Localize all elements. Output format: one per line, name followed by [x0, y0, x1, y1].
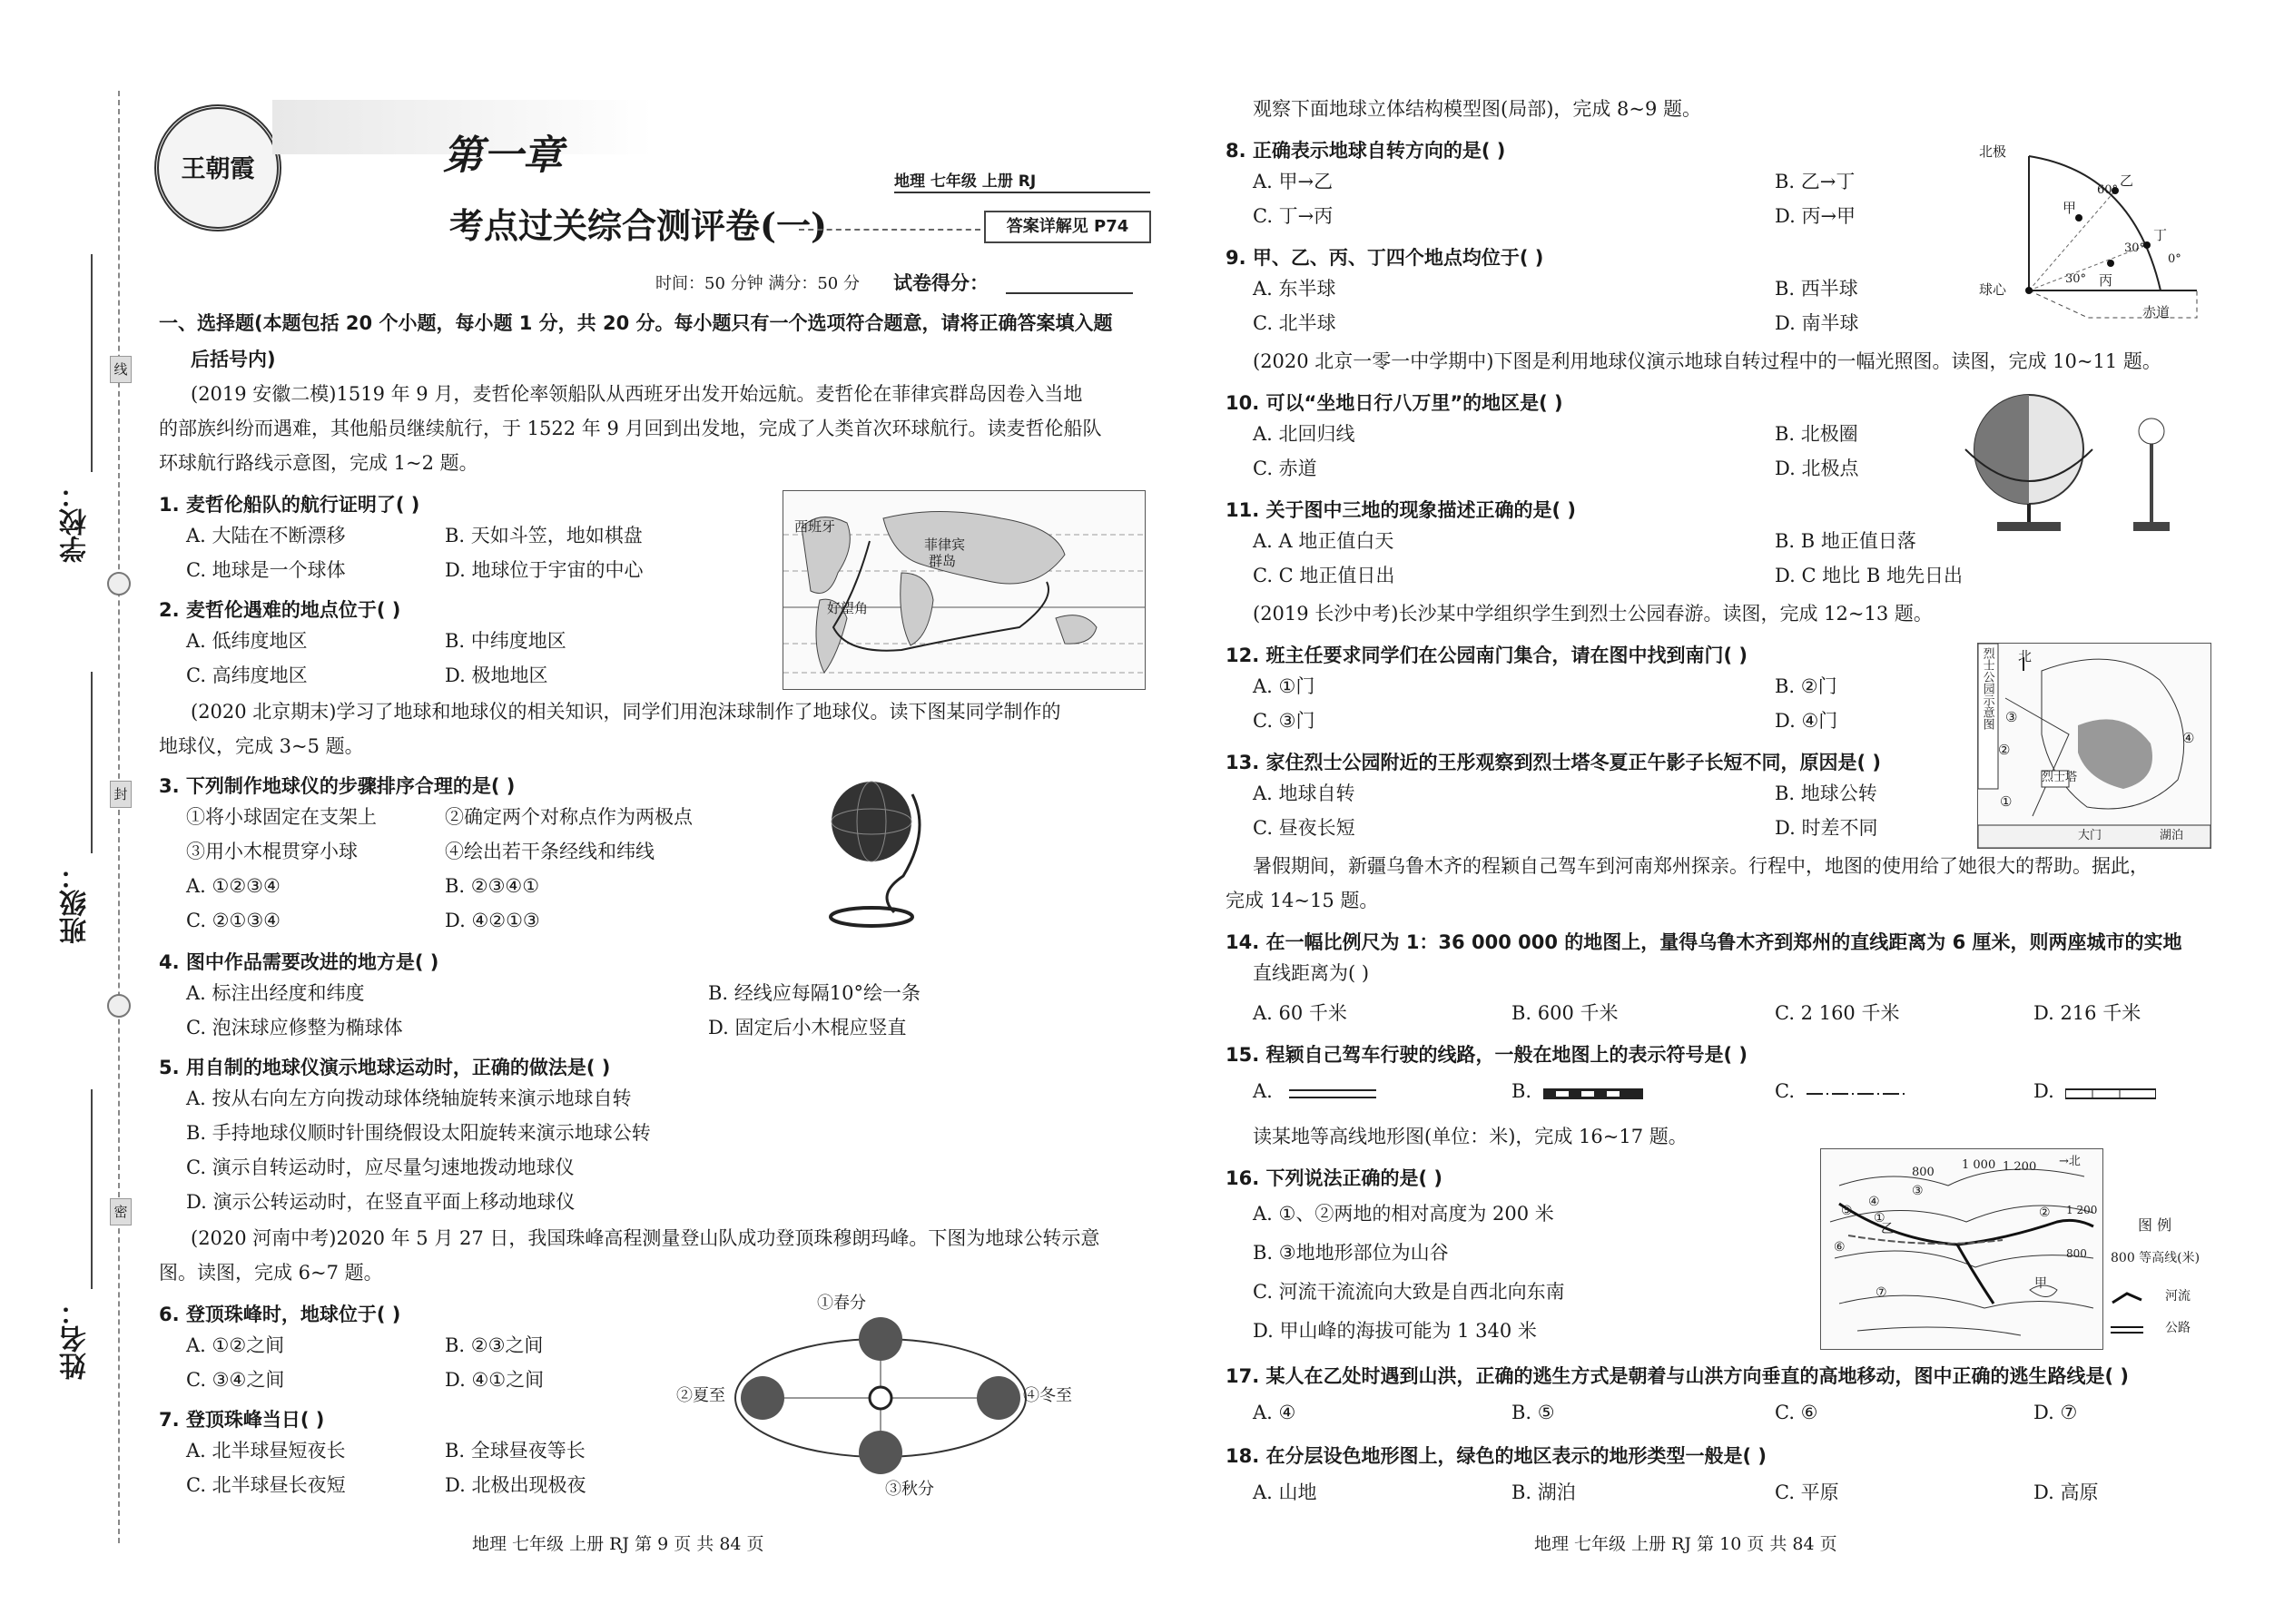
- option: B. 乙→丁: [1775, 171, 1856, 192]
- answer-ref-box: [984, 211, 1151, 243]
- intro-text: (2020 北京一零一中学期中)下图是利用地球仪演示地球自转过程中的一幅光照图。读图，完成 10~11 题。: [1253, 350, 2161, 372]
- option: B. 中纬度地区: [445, 630, 566, 652]
- globe-drawing: [822, 776, 940, 930]
- contour-label: 800: [2066, 1247, 2087, 1260]
- option: C. 北半球昼长夜短: [186, 1474, 346, 1496]
- orbit-drawing: [676, 1294, 1067, 1502]
- orbit-label-summer: ②夏至: [676, 1386, 725, 1405]
- contour-label: 800: [1912, 1166, 1935, 1179]
- option: C. ③门: [1253, 710, 1315, 732]
- option: A. 北半球昼短夜长: [186, 1440, 346, 1462]
- contour-label: 1 200: [2066, 1204, 2098, 1216]
- option: D. 北极出现极夜: [445, 1474, 586, 1496]
- park-gate-2: ②: [1998, 742, 2011, 758]
- question-9: 9. 甲、乙、丙、丁四个地点均位于( ): [1226, 247, 1544, 269]
- question-5: 5. 用自制的地球仪演示地球运动时，正确的做法是( ): [159, 1057, 611, 1078]
- question-3: 3. 下列制作地球仪的步骤排序合理的是( ): [159, 775, 516, 797]
- step: ②确定两个对称点作为两极点: [445, 806, 693, 828]
- question-7: 7. 登顶珠峰当日( ): [159, 1409, 325, 1431]
- binding-dashed-line: [118, 91, 120, 1543]
- intro-text: 暑假期间，新疆乌鲁木齐的程颖自己驾车到河南郑州探亲。行程中，地图的使用给了她很大的帮助。据此，: [1253, 855, 2149, 877]
- intro-text: 观察下面地球立体结构模型图(局部)，完成 8~9 题。: [1253, 98, 1702, 120]
- option: D. ④②①③: [445, 910, 540, 931]
- map-drawing: [783, 491, 1145, 689]
- option: B. 湖泊: [1511, 1481, 1576, 1503]
- park-gate-4: ④: [2182, 730, 2195, 746]
- option: C. 昼夜长短: [1253, 817, 1355, 839]
- park-label-lake: 湖泊: [2160, 829, 2184, 842]
- orbit-label-spring: ①春分: [817, 1294, 866, 1313]
- option: A. 低纬度地区: [186, 630, 308, 652]
- option: B. B 地正值日落: [1775, 530, 1916, 552]
- legend-road: 公路: [2165, 1321, 2191, 1335]
- option: C. 高纬度地区: [186, 664, 308, 686]
- question-18: 18. 在分层设色地形图上，绿色的地区表示的地形类型一般是( ): [1226, 1445, 1767, 1467]
- orbit-label-winter: ④冬至: [1023, 1386, 1072, 1405]
- seal-char-seal: 封: [110, 781, 132, 808]
- score-field-line: [1006, 292, 1133, 294]
- contour-label: 1 000: [1962, 1158, 1996, 1172]
- park-gate-1: ①: [2000, 793, 2013, 810]
- option: B. 西半球: [1775, 278, 1858, 300]
- map-label-philippines: 菲律宾: [924, 536, 966, 553]
- model-label-center: 球心: [1979, 281, 2007, 298]
- option: C. 赤道: [1253, 458, 1317, 479]
- model-label-ding: 丁: [2153, 227, 2168, 243]
- option: D. C 地比 B 地先日出: [1775, 565, 1963, 586]
- orbit-label-autumn: ③秋分: [885, 1480, 934, 1499]
- answer-ref: 答案详解见 P74: [1006, 217, 1129, 236]
- score-label: 试卷得分：: [893, 272, 989, 294]
- illumination-drawing: [1961, 386, 2188, 540]
- option: B. ③地地形部位为山谷: [1253, 1242, 1449, 1264]
- option: C. 北半球: [1253, 312, 1336, 334]
- option: D. 甲山峰的海拔可能为 1 340 米: [1253, 1320, 1537, 1342]
- model-label-north-pole: 北极: [1979, 143, 2007, 160]
- contour-label-yi: 乙: [1881, 1222, 1894, 1236]
- option: A. A 地正值白天: [1253, 530, 1394, 552]
- question-10: 10. 可以“坐地日行八万里”的地区是( ): [1226, 392, 1563, 414]
- model-drawing: [1979, 136, 2215, 331]
- chapter-title: 第一章: [443, 133, 563, 179]
- symbol-road: [2065, 1088, 2156, 1099]
- model-label-0: 0°: [2168, 252, 2181, 266]
- option: C. 演示自转运动时，应尽量匀速地拨动地球仪: [186, 1156, 575, 1178]
- option: A. ①门: [1253, 675, 1315, 697]
- symbol-railway: [1543, 1088, 1643, 1099]
- meta-tag-text: 地理 七年级 上册 RJ: [894, 172, 1037, 191]
- option: B. ②门: [1775, 675, 1837, 697]
- earth-orbit-figure: [676, 1294, 1072, 1502]
- option: C. ③④之间: [186, 1369, 285, 1391]
- option: D. 高原: [2033, 1481, 2099, 1503]
- park-label-north: 北: [2018, 648, 2033, 664]
- option: A. 北回归线: [1253, 423, 1355, 445]
- option: B. 北极圈: [1775, 423, 1858, 445]
- model-label-bing: 丙: [2099, 272, 2113, 289]
- option: B. 600 千米: [1511, 1002, 1619, 1024]
- intro-text: 地球仪，完成 3~5 题。: [159, 735, 364, 757]
- contour-map: [1820, 1148, 2103, 1350]
- logo: [154, 104, 281, 231]
- contour-point: ③: [1912, 1184, 1924, 1198]
- model-label-jia: 甲: [2063, 200, 2077, 216]
- option: A. 标注出经度和纬度: [186, 982, 365, 1004]
- option: C. 丁→丙: [1253, 205, 1334, 227]
- park-drawing: [1978, 644, 2210, 848]
- question-15: 15. 程颖自己驾车行驶的线路，一般在地图上的表示符号是( ): [1226, 1044, 1748, 1066]
- globe-illumination-figure: [1961, 386, 2188, 540]
- intro-text: 读某地等高线地形图(单位：米)，完成 16~17 题。: [1253, 1126, 1688, 1147]
- name-label: 姓名：: [60, 1298, 92, 1380]
- class-label: 班级：: [60, 862, 92, 944]
- option: D. 丙→甲: [1775, 205, 1856, 227]
- option: D. 固定后小木棍应竖直: [708, 1017, 907, 1038]
- martyrs-park-map: [1977, 643, 2211, 849]
- option: D. 北极点: [1775, 458, 1859, 479]
- option: B. 地球公转: [1775, 782, 1877, 804]
- question-14-cont: 直线距离为( ): [1253, 962, 1370, 984]
- model-label-yi: 乙: [2120, 172, 2134, 189]
- option: B. ②③之间: [445, 1334, 544, 1356]
- option: D. ④门: [1775, 710, 1838, 732]
- option: A. 东半球: [1253, 278, 1336, 300]
- model-label-30a: 30°: [2124, 241, 2146, 255]
- option: C. ②①③④: [186, 910, 281, 931]
- model-label-30b: 30°: [2065, 272, 2087, 286]
- option: D. ④①之间: [445, 1369, 545, 1391]
- contour-point: ②: [2039, 1206, 2051, 1220]
- park-label-tower: 烈士塔: [2042, 771, 2078, 784]
- intro-text: (2020 北京期末)学习了地球和地球仪的相关知识，同学们用泡沫球制作了地球仪。读下图某同学制作的: [191, 701, 1061, 723]
- page-footer-right: 地理 七年级 上册 RJ 第 10 页 共 84 页: [1534, 1534, 1837, 1554]
- intro-text: (2020 河南中考)2020 年 5 月 27 日，我国珠峰高程测量登山队成功登顶珠穆朗玛峰。下图为地球公转示意: [191, 1227, 1100, 1249]
- option: C. ⑥: [1775, 1402, 1818, 1423]
- option: C. C 地正值日出: [1253, 565, 1395, 586]
- map-label-cape: 好望角: [827, 600, 869, 616]
- handmade-globe-figure: [822, 776, 940, 930]
- contour-label: 1 200: [2003, 1160, 2037, 1174]
- question-2: 2. 麦哲伦遇难的地点位于( ): [159, 599, 401, 621]
- question-14: 14. 在一幅比例尺为 1：36 000 000 的地图上，量得乌鲁木齐到郑州的直线距离为 6 厘米，则两座城市的实地: [1226, 931, 2182, 953]
- question-12: 12. 班主任要求同学们在公园南门集合，请在图中找到南门( ): [1226, 645, 1748, 666]
- meta-tag: [894, 168, 1150, 193]
- section1-heading-cont: 后括号内): [191, 349, 276, 370]
- option: D. ⑦: [2033, 1402, 2078, 1423]
- model-label-equator: 赤道: [2142, 304, 2171, 320]
- option: B. 全球昼夜等长: [445, 1440, 586, 1462]
- contour-drawing: [1821, 1149, 2102, 1349]
- seal-char-line: 线: [110, 356, 132, 383]
- map-label-spain: 西班牙: [794, 518, 836, 535]
- contour-legend: [2111, 1216, 2247, 1353]
- road-legend-icon: [2111, 1325, 2143, 1334]
- legend-river: 河流: [2165, 1289, 2191, 1304]
- binding-hole: [107, 572, 131, 595]
- intro-text: 图。读图，完成 6~7 题。: [159, 1262, 383, 1284]
- seal-char-dense: 密: [110, 1198, 132, 1225]
- contour-point: ⑦: [1876, 1285, 1887, 1300]
- park-label-gate: 大门: [2078, 829, 2102, 842]
- option: D. 时差不同: [1775, 817, 1878, 839]
- contour-point: ①: [1874, 1211, 1885, 1225]
- option: D. 演示公转运动时，在竖直平面上移动地球仪: [186, 1191, 576, 1213]
- name-field-line: [91, 1089, 93, 1289]
- question-11: 11. 关于图中三地的现象描述正确的是( ): [1226, 499, 1577, 521]
- option: C. 泡沫球应修整为椭球体: [186, 1017, 403, 1038]
- north-arrow-label: →北: [2059, 1155, 2081, 1168]
- option: C. 2 160 千米: [1775, 1002, 1900, 1024]
- option: A. 地球自转: [1253, 782, 1355, 804]
- option: C. 地球是一个球体: [186, 559, 346, 581]
- river-legend-icon: [2111, 1289, 2143, 1307]
- option: B. ⑤: [1511, 1402, 1555, 1423]
- option: C.: [1775, 1080, 1795, 1102]
- option: D. 216 千米: [2033, 1002, 2141, 1024]
- school-field-line: [91, 254, 93, 472]
- question-4: 4. 图中作品需要改进的地方是( ): [159, 951, 439, 973]
- option: A. 甲→乙: [1253, 171, 1334, 192]
- option: B. 经线应每隔10°绘一条: [708, 982, 921, 1004]
- option: C. 平原: [1775, 1481, 1839, 1503]
- question-6: 6. 登顶珠峰时，地球位于( ): [159, 1304, 401, 1325]
- option: B.: [1511, 1080, 1532, 1102]
- option: D. 南半球: [1775, 312, 1859, 334]
- option: D. 极地地区: [445, 664, 548, 686]
- option: A. ①②之间: [186, 1334, 285, 1356]
- option: A. 山地: [1253, 1481, 1317, 1503]
- option: A. 60 千米: [1253, 1002, 1347, 1024]
- option: A. ①②③④: [186, 875, 281, 897]
- option: D. 地球位于宇宙的中心: [445, 559, 644, 581]
- option: A. ④: [1253, 1402, 1296, 1423]
- option: B. 天如斗笠，地如棋盘: [445, 525, 643, 546]
- contour-point: ④: [1868, 1195, 1880, 1209]
- question-13: 13. 家住烈士公园附近的王彤观察到烈士塔冬夏正午影子长短不同，原因是( ): [1226, 752, 1882, 773]
- option: A. ①、②两地的相对高度为 200 米: [1253, 1203, 1554, 1225]
- question-1: 1. 麦哲伦船队的航行证明了( ): [159, 494, 420, 516]
- time-score: 时间：50 分钟 满分：50 分: [655, 274, 860, 293]
- school-label: 学校：: [60, 481, 92, 563]
- option: B. 手持地球仪顺时针围绕假设太阳旋转来演示地球公转: [186, 1122, 651, 1144]
- intro-text: 完成 14~15 题。: [1226, 890, 1379, 911]
- intro-text: (2019 安徽二模)1519 年 9 月，麦哲伦率领船队从西班牙出发开始远航。麦哲伦在菲律宾群岛因卷入当地: [191, 383, 1083, 405]
- contour-label-jia: 甲: [2034, 1276, 2047, 1291]
- question-16: 16. 下列说法正确的是( ): [1226, 1167, 1443, 1189]
- step: ①将小球固定在支架上: [186, 806, 377, 828]
- intro-text: 的部族纠纷而遇难，其他船员继续航行，于 1522 年 9 月回到出发地，完成了人类首次环球航行。读麦哲伦船队: [159, 418, 1102, 439]
- option: A. 大陆在不断漂移: [186, 525, 346, 546]
- legend-contour: 800 等高线(米): [2111, 1251, 2200, 1265]
- option: A.: [1253, 1080, 1273, 1102]
- park-map-title: 烈士公园示意图: [1980, 647, 1994, 730]
- earth-structure-model: [1979, 136, 2215, 331]
- park-gate-3: ③: [2005, 709, 2018, 725]
- symbol-double-line: [1289, 1088, 1376, 1100]
- logo-text: 王朝霞: [181, 155, 255, 183]
- symbol-boundary: [1807, 1088, 1906, 1100]
- question-17: 17. 某人在乙处时遇到山洪，正确的逃生方式是朝着与山洪方向垂直的高地移动，图中正确的逃生路线是( ): [1226, 1365, 2130, 1387]
- option: C. 河流干流流向大致是自西北向东南: [1253, 1281, 1565, 1303]
- step: ④绘出若干条经线和纬线: [445, 841, 655, 862]
- class-field-line: [91, 672, 93, 853]
- magellan-route-map: [783, 490, 1146, 690]
- option: D.: [2033, 1080, 2054, 1102]
- model-label-60: 60°: [2097, 183, 2119, 197]
- step: ③用小木棍贯穿小球: [186, 841, 358, 862]
- exam-title: 考点过关综合测评卷(一): [449, 205, 827, 246]
- binding-hole: [107, 994, 131, 1018]
- option: A. 按从右向左方向拨动球体绕轴旋转来演示地球自转: [186, 1088, 632, 1109]
- contour-point: ⑤: [1841, 1204, 1853, 1218]
- header-dashed-line: [799, 229, 980, 231]
- map-label-islands: 群岛: [929, 553, 957, 569]
- question-8: 8. 正确表示地球自转方向的是( ): [1226, 140, 1506, 162]
- intro-text: (2019 长沙中考)长沙某中学组织学生到烈士公园春游。读图，完成 12~13 题。: [1253, 603, 1933, 625]
- page-footer-left: 地理 七年级 上册 RJ 第 9 页 共 84 页: [472, 1534, 764, 1554]
- legend-title: 图 例: [2138, 1216, 2172, 1234]
- option: B. ②③④①: [445, 875, 540, 897]
- section1-heading: 一、选择题(本题包括 20 个小题，每小题 1 分，共 20 分。每小题只有一个选项符合题意，请将正确答案填入题: [159, 312, 1113, 334]
- intro-text: 环球航行路线示意图，完成 1~2 题。: [159, 452, 478, 474]
- contour-point: ⑥: [1834, 1240, 1846, 1255]
